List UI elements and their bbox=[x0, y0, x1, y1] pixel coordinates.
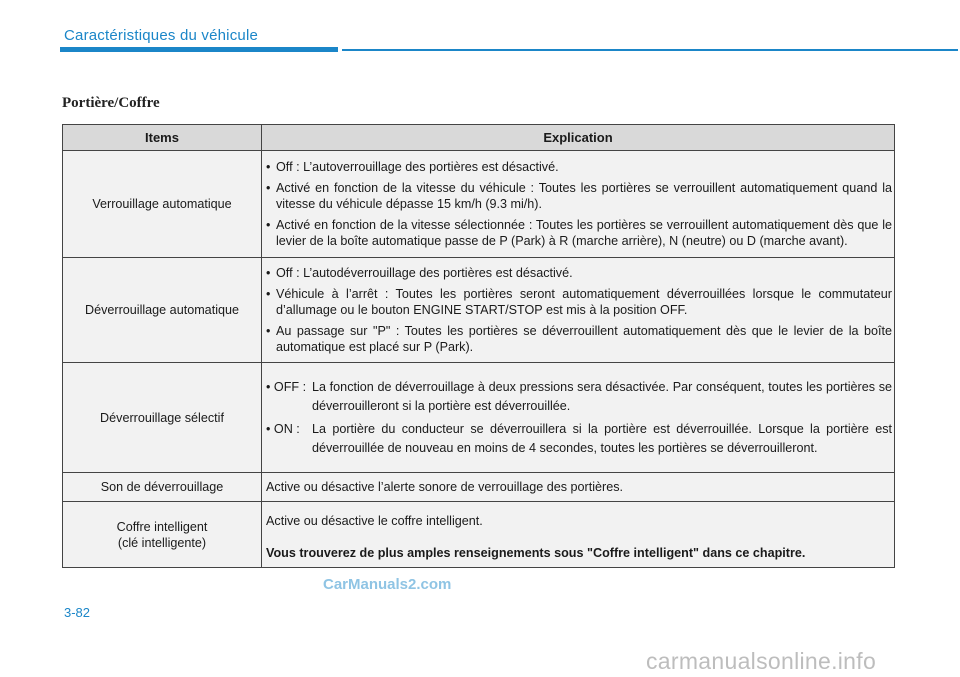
explication-cell bbox=[262, 473, 895, 502]
watermark-carmanuals2: CarManuals2.com bbox=[323, 576, 452, 593]
bullet: • bbox=[266, 266, 271, 280]
watermark-carmanualsonline: carmanualsonline.info bbox=[646, 648, 877, 674]
header-accent-bar bbox=[60, 47, 338, 52]
explication-text: Active ou désactive l’alerte sonore de verrouillage des portières. bbox=[266, 480, 624, 494]
explication-cell bbox=[262, 151, 895, 258]
reference-note: Vous trouverez de plus amples renseignements sous "Coffre intelligent" dans ce chapitre. bbox=[266, 545, 806, 560]
table-row bbox=[63, 151, 895, 258]
list-item-text: Véhicule à l’arrêt : Toutes les portières seront automatiquement déverrouillées lorsque le commutateur d’allumage ou le bouton ENGINE START/STOP est mis à la position OFF. bbox=[276, 287, 892, 317]
column-header-items: Items bbox=[63, 125, 262, 151]
list-item bbox=[266, 420, 892, 458]
item-sublabel: (clé intelligente) bbox=[117, 535, 207, 550]
item-cell: Verrouillage automatique bbox=[63, 151, 262, 258]
item-label: Coffre intelligent bbox=[116, 519, 208, 534]
chapter-title: Caractéristiques du véhicule bbox=[64, 27, 259, 44]
item-cell: Déverrouillage sélectif bbox=[63, 363, 262, 473]
list-item bbox=[266, 217, 892, 249]
explication-cell bbox=[262, 502, 895, 568]
item-cell bbox=[63, 502, 262, 568]
page-number: 3-82 bbox=[64, 605, 91, 620]
list-item bbox=[266, 180, 892, 212]
list-item bbox=[266, 378, 892, 416]
explication-cell bbox=[262, 363, 895, 473]
list-item bbox=[266, 265, 892, 281]
list-item-text: Activé en fonction de la vitesse sélectionnée : Toutes les portières se verrouillent automatiquement dès que le levier de la boîte automatique passe de P (Park) à R (marche arrière), N (neutre) ou D (marche avant). bbox=[276, 218, 892, 248]
list-item-text: Off : L’autoverrouillage des portières est désactivé. bbox=[276, 160, 559, 174]
bullet: • bbox=[266, 160, 271, 174]
table-row bbox=[63, 258, 895, 363]
list-item-text: Off : L’autodéverrouillage des portières est désactivé. bbox=[276, 266, 573, 280]
list-item bbox=[266, 323, 892, 355]
option-key: • OFF : bbox=[266, 379, 307, 394]
table-header-row bbox=[63, 125, 895, 151]
list-item-text: La portière du conducteur se déverrouillera si la portière est déverrouillée. Lorsque la portière est déverrouillée de nouveau en moins de 4 secondes, toutes les portières se déverrouilleront. bbox=[312, 421, 892, 455]
explication-text: Active ou désactive le coffre intelligent. bbox=[266, 513, 483, 528]
table-row bbox=[63, 502, 895, 568]
list-item-text: Activé en fonction de la vitesse du véhicule : Toutes les portières se verrouillent automatiquement quand la vitesse du véhicule dépasse 15 km/h (9.3 mi/h). bbox=[276, 181, 892, 211]
bullet: • bbox=[266, 181, 271, 195]
item-cell: Déverrouillage automatique bbox=[63, 258, 262, 363]
list-item bbox=[266, 159, 892, 175]
bullet: • bbox=[266, 218, 271, 232]
column-header-explication: Explication bbox=[262, 125, 895, 151]
explication-cell bbox=[262, 258, 895, 363]
list-item bbox=[266, 286, 892, 318]
bullet: • bbox=[266, 324, 271, 338]
table-row bbox=[63, 363, 895, 473]
section-title: Portière/Coffre bbox=[62, 95, 160, 111]
header-rule bbox=[342, 49, 958, 51]
table-row bbox=[63, 473, 895, 502]
settings-table bbox=[62, 124, 895, 568]
list-item-text: Au passage sur "P" : Toutes les portières se déverrouillent automatiquement dès que le levier de la boîte automatique est placé sur P (Park). bbox=[276, 324, 892, 354]
option-key: • ON : bbox=[266, 421, 300, 436]
bullet: • bbox=[266, 287, 271, 301]
list-item-text: La fonction de déverrouillage à deux pressions sera désactivée. Par conséquent, toutes les portières se déverrouilleront si la portière est déverrouillée. bbox=[312, 379, 892, 413]
item-cell: Son de déverrouillage bbox=[63, 473, 262, 502]
